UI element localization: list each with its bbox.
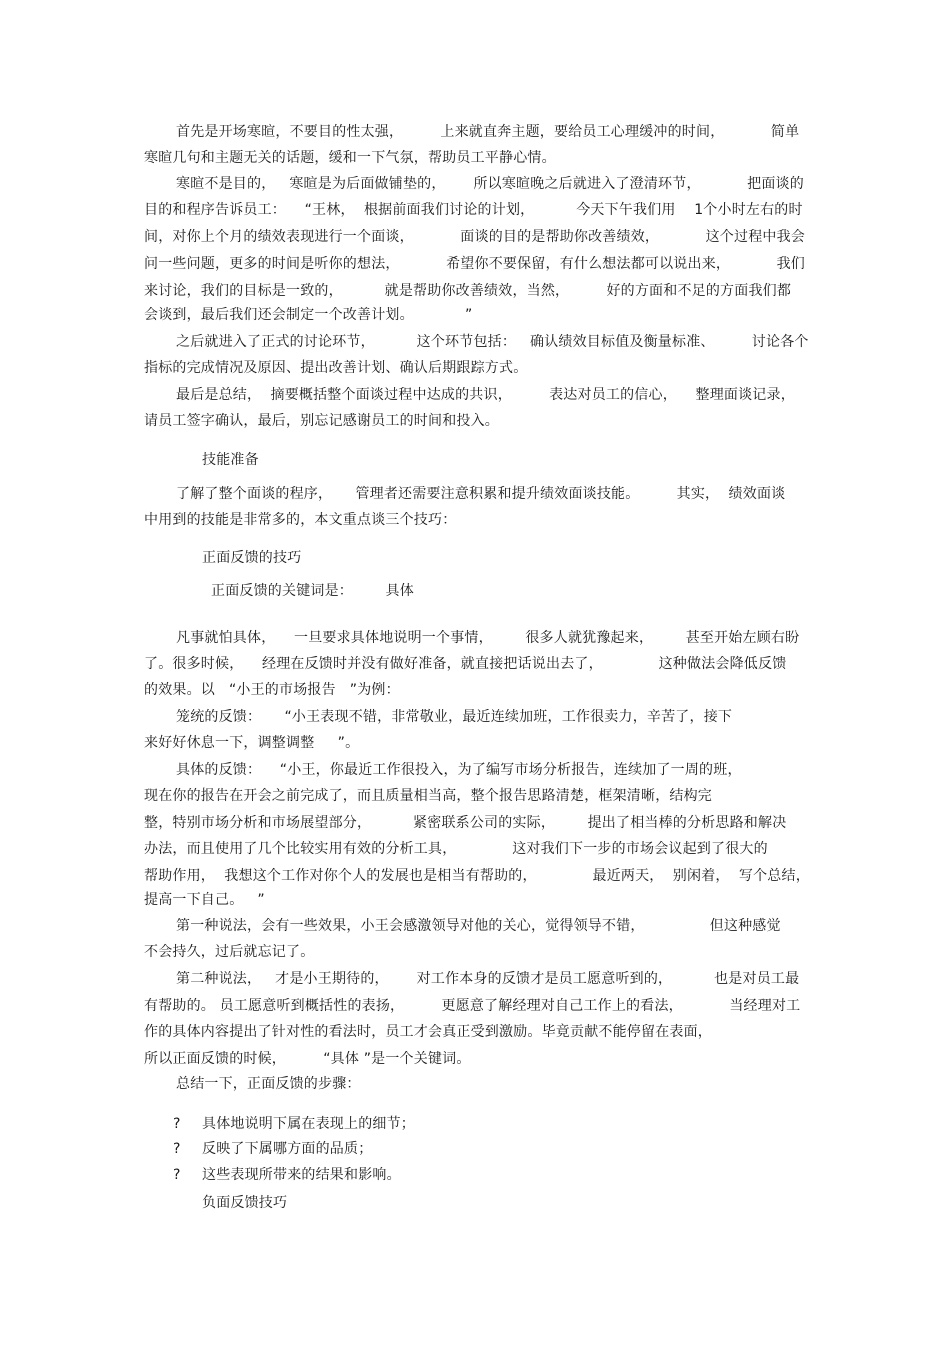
- paragraph-line: 请员工签字确认，最后，别忘记感谢员工的时间和投入。: [144, 413, 499, 429]
- paragraph-line: 之后就进入了正式的讨论环节， 这个环节包括： 确认绩效目标值及衡量标准、 讨论各个: [176, 334, 809, 350]
- paragraph-line: 最后是总结， 摘要概括整个面谈过程中达成的共识， 表达对员工的信心， 整理面谈记录，: [176, 387, 795, 403]
- paragraph-line: 具体的反馈： “小王，你最近工作很投入，为了编写市场分析报告，连续加了一周的班，: [176, 762, 742, 778]
- paragraph-line: 问一些问题，更多的时间是听你的想法， 希望你不要保留，有什么想法都可以说出来， 我们: [144, 256, 806, 272]
- bullet-marker: ?: [173, 1167, 181, 1183]
- paragraph-line: 帮助作用， 我想这个工作对你个人的发展也是相当有帮助的， 最近两天， 别闲着， 写个总结，: [144, 868, 810, 884]
- paragraph-line: 所以正面反馈的时候， “具体 ”是一个关键词。: [144, 1051, 471, 1067]
- paragraph-line: 现在你的报告在开会之前完成了，而且质量相当高，整个报告思路清楚，框架清晰，结构完: [144, 788, 712, 804]
- paragraph-line: 了。很多时候， 经理在反馈时并没有做好准备，就直接把话说出去了， 这种做法会降低反馈: [144, 656, 787, 672]
- paragraph-line: 寒暄不是目的， 寒暄是为后面做铺垫的， 所以寒暄晚之后就进入了澄清环节， 把面谈的: [176, 176, 804, 192]
- paragraph-line: 凡事就怕具体， 一旦要求具体地说明一个事情， 很多人就犹豫起来， 甚至开始左顾右盼: [176, 630, 800, 646]
- bullet-marker: ?: [173, 1141, 181, 1157]
- paragraph-line: 指标的完成情况及原因、提出改善计划、确认后期跟踪方式。: [144, 360, 528, 376]
- paragraph-line: 第一种说法，会有一些效果，小王会感激领导对他的关心，觉得领导不错， 但这种感觉: [176, 918, 781, 934]
- paragraph-line: 总结一下，正面反馈的步骤：: [176, 1076, 361, 1092]
- paragraph-line: 会谈到，最后我们还会制定一个改善计划。 ”: [144, 307, 473, 323]
- list-item-text: 具体地说明下属在表现上的细节；: [202, 1116, 415, 1132]
- paragraph-line: 来讨论，我们的目标是一致的， 就是帮助你改善绩效，当然， 好的方面和不足的方面我们都: [144, 283, 792, 299]
- paragraph-line: 笼统的反馈： “小王表现不错，非常敬业，最近连续加班，工作很卖力，辛苦了，接下: [176, 709, 733, 725]
- section-heading: 正面反馈的技巧: [202, 550, 302, 566]
- paragraph-line: 整，特别市场分析和市场展望部分， 紧密联系公司的实际， 提出了相当棒的分析思路和解决: [144, 815, 787, 831]
- section-heading: 负面反馈技巧: [202, 1195, 288, 1211]
- section-heading: 技能准备: [202, 452, 259, 468]
- paragraph-line: 寒暄几句和主题无关的话题，缓和一下气氛，帮助员工平静心情。: [144, 150, 556, 166]
- paragraph-line: 办法，而且使用了几个比较实用有效的分析工具， 这对我们下一步的市场会议起到了很大的: [144, 841, 768, 857]
- list-item-text: 这些表现所带来的结果和影响。: [202, 1167, 401, 1183]
- paragraph-line: 间，对你上个月的绩效表现进行一个面谈， 面谈的目的是帮助你改善绩效， 这个过程中我会: [144, 229, 806, 245]
- paragraph-line: 提高一下自己。 ”: [144, 892, 265, 908]
- paragraph-line: 的效果。以 “小王的市场报告 ”为例：: [144, 682, 400, 698]
- paragraph-line: 目的和程序告诉员工： “王林， 根据前面我们讨论的计划， 今天下午我们用 1个小时左右的时: [144, 202, 803, 218]
- paragraph-line: 中用到的技能是非常多的，本文重点谈三个技巧：: [144, 512, 457, 528]
- bullet-marker: ?: [173, 1116, 181, 1132]
- subheading: 正面反馈的关键词是： 具体: [211, 583, 414, 599]
- paragraph-line: 首先是开场寒暄，不要目的性太强， 上来就直奔主题，要给员工心理缓冲的时间， 简单: [176, 124, 800, 140]
- paragraph-line: 第二种说法， 才是小王期待的， 对工作本身的反馈才是员工愿意听到的， 也是对员工最: [176, 971, 800, 987]
- paragraph-line: 有帮助的。 员工愿意听到概括性的表扬， 更愿意了解经理对自己工作上的看法， 当经理对工: [144, 998, 801, 1014]
- paragraph-line: 作的具体内容提出了针对性的看法时，员工才会真正受到激励。毕竟贡献不能停留在表面，: [144, 1024, 712, 1040]
- paragraph-line: 不会持久，过后就忘记了。: [144, 944, 315, 960]
- paragraph-line: 来好好休息一下，调整调整 ”。: [144, 735, 360, 751]
- paragraph-line: 了解了整个面谈的程序， 管理者还需要注意积累和提升绩效面谈技能。 其实， 绩效面谈: [176, 486, 786, 502]
- list-item-text: 反映了下属哪方面的品质；: [202, 1141, 373, 1157]
